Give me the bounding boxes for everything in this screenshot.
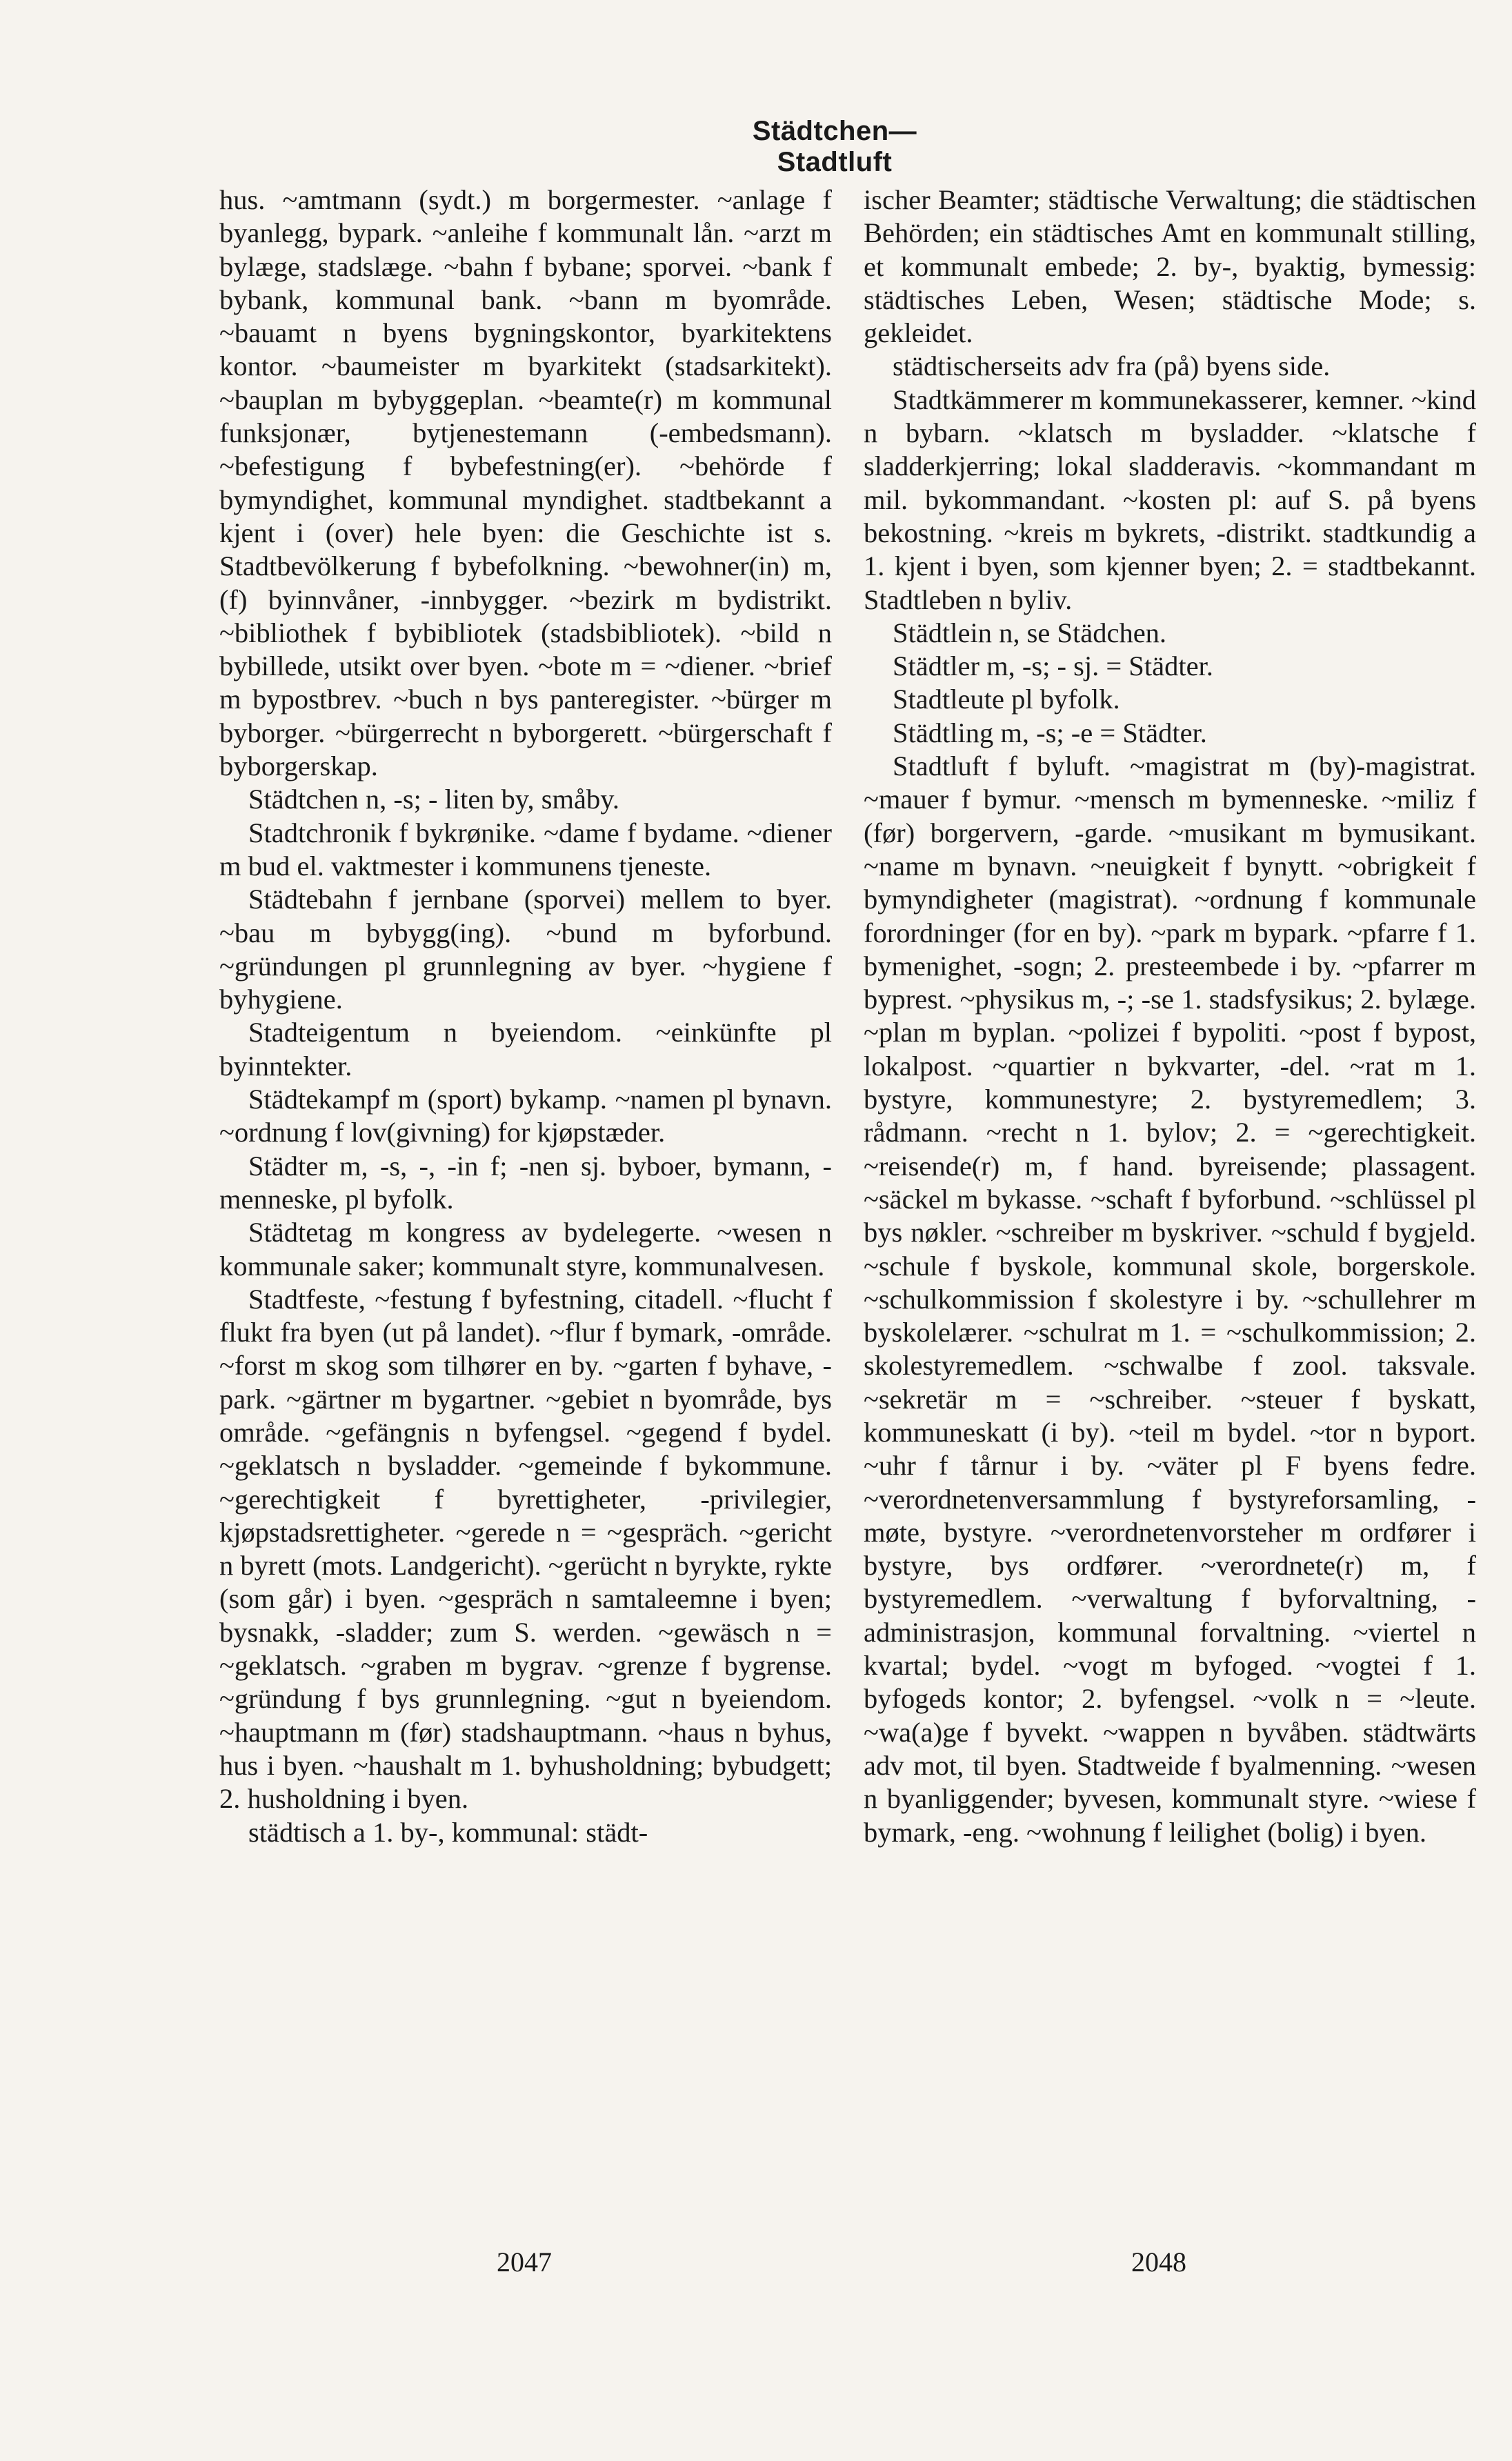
entry-paragraph: Städtchen n, -s; - liten by, småby. [248,784,620,815]
entry-paragraph: hus. ~amtmann (sydt.) m borgermester. ~anlage f byanlegg, bypark. ~anleihe f kommunalt lån. ~arzt m bylæge, stadslæge. ~bahn f bybane; sporvei. ~bank f bybank, kommunal bank. ~bann m byområde. ~bauamt n byens bygningskontor, byarkitektens kontor. ~baumeister m byarkitekt (stadsarkitekt). ~bauplan m bybyggeplan. ~beamte(r) m kommunal funksjonær, bytjenestemann (-embedsmann). ~befestigung f bybefestning(er). ~behörde f bymyndighet, kommunal myndighet. stadtbekannt a kjent i (over) hele byen: die Geschichte ist s. Stadtbevölkerung f bybefolkning. ~bewohner(in) m, (f) byinnvåner, -innbygger. ~bezirk m bydistrikt. ~bibliothek f bybibliotek (stadsbibliotek). ~bild n bybillede, utsikt over byen. ~bote m = ~diener. ~brief m bypostbrev. ~buch n bys panteregister. ~bürger m byborger. ~bürgerrecht n byborgerett. ~bürgerschaft f byborgerskap. [219,184,832,782]
entry-paragraph: Städtetag m kongress av bydelegerte. ~wesen n kommunale saker; kommunalt styre, kommunalvesen. [219,1217,832,1282]
entry-paragraph: Städter m, -s, -, -in f; -nen sj. byboer, bymann, -menneske, pl byfolk. [219,1150,832,1215]
right-column [864,183,1476,1849]
page-number-left: 2047 [497,2246,552,2278]
entry-paragraph: Stadtkämmerer m kommunekasserer, kemner. ~kind n bybarn. ~klatsch m bysladder. ~klatsche f sladderkjerring; lokal sladderavis. ~kommandant m mil. bykommandant. ~kosten pl: auf S. på byens bekostning. ~kreis m bykrets, -distrikt. stadtkundig a 1. kjent i byen, som kjenner byen; 2. = stadtbekannt. Stadtleben n byliv. [864,383,1476,615]
entry-paragraph: städtischerseits adv fra (på) byens side. [893,350,1331,382]
entry-paragraph: Stadtluft f byluft. ~magistrat m (by)-magistrat. ~mauer f bymur. ~mensch m bymenneske. ~miliz f (før) borgervern, -garde. ~musikant m bymusikant. ~name m bynavn. ~neuigkeit f bynytt. ~obrigkeit f bymyndigheter (magistrat). ~ordnung f kommunale forordninger (for en by). ~park m bypark. ~pfarre f 1. bymenighet, -sogn; 2. presteembede i by. ~pfarrer m byprest. ~physikus m, -; -se 1. stadsfysikus; 2. bylæge. ~plan m byplan. ~polizei f bypoliti. ~post f bypost, lokalpost. ~quartier n bykvarter, -del. ~rat m 1. bystyre, kommunestyre; 2. bystyremedlem; 3. rådmann. ~recht n 1. bylov; 2. = ~gerechtigkeit. ~reisende(r) m, f hand. byreisende; plassagent. ~säckel m bykasse. ~schaft f byforbund. ~schlüssel pl bys nøkler. ~schreiber m byskriver. ~schuld f bygjeld. ~schule f byskole, kommunal skole, borgerskole. ~schulkommission f skolestyre i by. ~schullehrer m byskolelærer. ~schulrat m 1. = ~schulkommission; 2. skolestyremedlem. ~schwalbe f zool. taksvale. ~sekretär m = ~schreiber. ~steuer f byskatt, kommuneskatt (i by). ~teil m bydel. ~tor n byport. ~uhr f tårnur i by. ~väter pl F byens fedre. ~verordnetenversammlung f bystyreforsamling, -møte, bystyre. ~verordnetenvorsteher m ordfører i bystyre, bys ordfører. ~verordnete(r) m, f bystyremedlem. ~verwaltung f byforvaltning, -administrasjon, kommunal forvaltning. ~viertel n kvartal; bydel. ~vogt m byfoged. ~vogtei f 1. byfogeds kontor; 2. byfengsel. ~volk n = ~leute. ~wa(a)ge f byvekt. ~wappen n byvåben. städtwärts adv mot, til byen. Stadtweide f byalmenning. ~wesen n byanliggender; byvesen, kommunalt styre. ~wiese f bymark, -eng. ~wohnung f leilighet (bolig) i byen. [864,750,1476,1848]
left-column [219,183,832,1849]
entry-paragraph: Städtling m, -s; -e = Städter. [893,717,1207,748]
entry-paragraph: ischer Beamter; städtische Verwaltung; die städtischen Behörden; ein städtisches Amt en kommunalt stilling, et kommunalt embede; 2. by-, byaktig, bymessig: städtisches Leben, Wesen; städtische Mode; s. gekleidet. [864,184,1476,349]
entry-paragraph: Stadteigentum n byeiendom. ~einkünfte pl byinntekter. [219,1017,832,1082]
page-number-right: 2048 [1131,2246,1186,2278]
entry-paragraph: Städtlein n, se Städchen. [893,617,1167,648]
entry-paragraph: Städtekampf m (sport) bykamp. ~namen pl bynavn. ~ordnung f lov(givning) for kjøpstæder. [219,1084,832,1148]
entry-paragraph: Städtebahn f jernbane (sporvei) mellem to byer. ~bau m bybygg(ing). ~bund m byforbund. ~gründungen pl grunnlegning av byer. ~hygiene f byhygiene. [219,884,832,1015]
entry-paragraph: städtisch a 1. by-, kommunal: städt- [248,1816,648,1848]
running-header: Städtchen—Stadtluft [752,116,917,177]
entry-paragraph: Städtler m, -s; - sj. = Städter. [893,650,1213,682]
entry-paragraph: Stadtfeste, ~festung f byfestning, citadell. ~flucht f flukt fra byen (ut på landet). ~flur f bymark, -område. ~forst m skog som tilhører en by. ~garten f byhave, -park. ~gärtner m bygartner. ~gebiet n byområde, bys område. ~gefängnis n byfengsel. ~gegend f bydel. ~geklatsch n bysladder. ~gemeinde f bykommune. ~gerechtigkeit f byrettigheter, -privilegier, kjøpstadsrettigheter. ~gerede n = ~gespräch. ~gericht n byrett (mots. Landgericht). ~gerücht n byrykte, rykte (som går) i byen. ~gespräch n samtaleemne i byen; bysnakk, -sladder; zum S. werden. ~gewäsch n = ~geklatsch. ~graben m bygrav. ~grenze f bygrense. ~gründung f bys grunnlegning. ~gut n byeiendom. ~hauptmann m (før) stadshauptmann. ~haus n byhus, hus i byen. ~haushalt m 1. byhusholdning; bybudgett; 2. husholdning i byen. [219,1283,832,1815]
entry-paragraph: Stadtchronik f bykrønike. ~dame f bydame. ~diener m bud el. vaktmester i kommunens tjeneste. [219,817,832,881]
entry-paragraph: Stadtleute pl byfolk. [893,684,1120,715]
